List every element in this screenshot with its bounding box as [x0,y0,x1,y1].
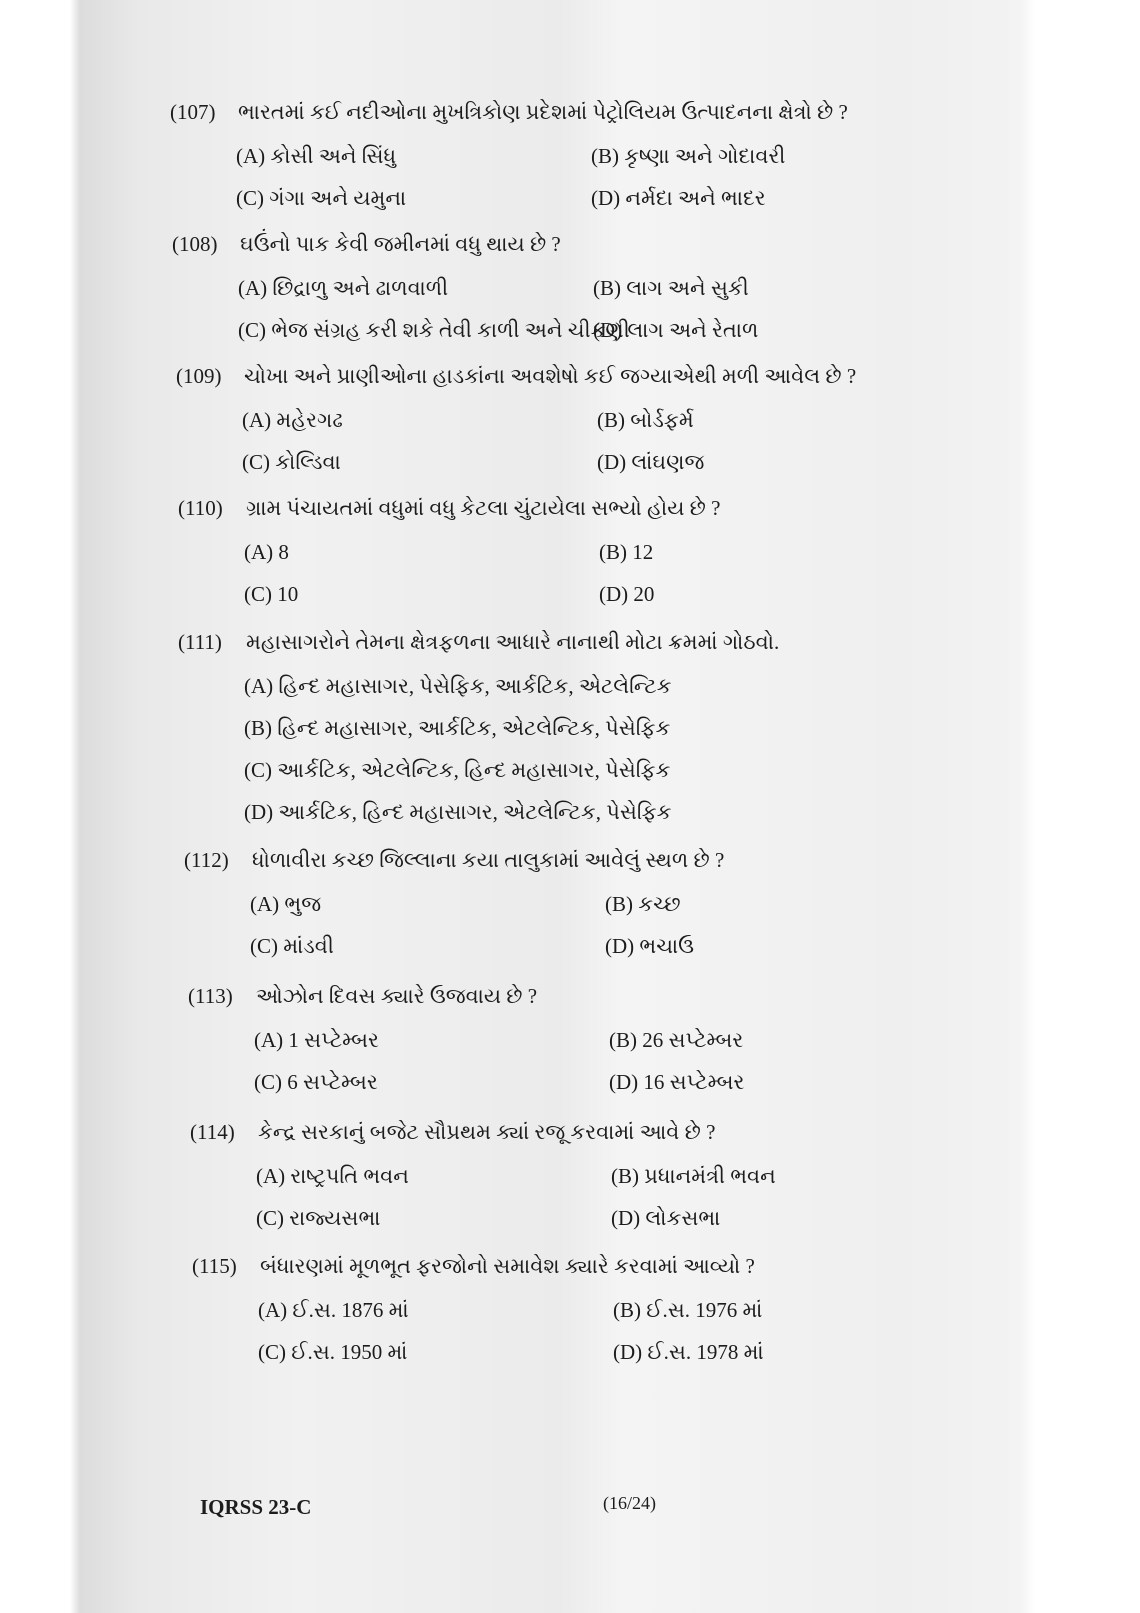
option: (C) 6 સપ્ટેમ્બર [254,1069,378,1094]
option: (D) ઈ.સ. 1978 માં [613,1339,764,1364]
option: (B) પ્રધાનમંત્રી ભવન [611,1163,776,1188]
option: (D) 20 [599,581,655,606]
paper-code: IQRSS 23-C [200,1495,312,1519]
option: (B) 12 [599,539,654,564]
option: (B) કૃષ્ણા અને ગોદાવરી [591,143,786,168]
option: (D) લાંઘણજ [597,449,705,474]
option: (D) લોકસભા [611,1205,721,1230]
question-115 [192,1254,764,1373]
option: (A) હિન્દ મહાસાગર, પેસેફિક, આર્કટિક, એટલેન્ટિક [244,673,672,698]
question-text: બંધારણમાં મૂળભૂત ફરજોનો સમાવેશ ક્યારે કરવામાં આવ્યો ? [260,1254,755,1278]
options [250,883,724,967]
option: (A) રાષ્ટ્રપતિ ભવન [256,1163,409,1188]
question-113 [188,984,744,1103]
question-text: ભારતમાં કઈ નદીઓના મુખત્રિકોણ પ્રદેશમાં પેટ્રોલિયમ ઉત્પાદનના ક્ષેત્રો છે ? [238,100,848,124]
option: (C) ઈ.સ. 1950 માં [258,1339,408,1364]
option: (B) બોર્ડફર્મ [597,407,694,432]
option: (B) ઈ.સ. 1976 માં [613,1297,763,1322]
question-text: ઘઉંનો પાક કેવી જમીનમાં વધુ થાય છે ? [240,232,561,256]
option: (C) 10 [244,581,299,606]
question-number: (108) [172,232,218,256]
options [244,665,779,833]
option: (A) 8 [244,539,289,564]
option: (A) કોસી અને સિંધુ [236,143,397,168]
option: (D) ભચાઉ [605,933,695,958]
question-111 [178,630,779,833]
options [236,135,848,219]
options [256,1155,776,1239]
question-108 [172,232,758,351]
option: (C) માંડવી [250,933,334,958]
options [254,1019,744,1103]
option: (C) આર્કટિક, એટલેન્ટિક, હિન્દ મહાસાગર, પેસેફિક [244,757,671,782]
option: (B) લાગ અને સુકી [593,275,749,300]
option: (D) નર્મદા અને ભાદર [591,185,766,210]
option: (C) રાજ્યસભા [256,1205,381,1230]
options [244,531,721,615]
question-text: ગ્રામ પંચાયતમાં વધુમાં વધુ કેટલા ચુંટાયેલા સભ્યો હોય છે ? [246,496,721,520]
option: (D) લાગ અને રેતાળ [593,317,759,342]
option: (A) મહેરગઢ [242,407,343,432]
option: (B) 26 સપ્ટેમ્બર [609,1027,744,1052]
question-text: ધોળાવીરા કચ્છ જિલ્લાના કયા તાલુકામાં આવેલું સ્થળ છે ? [252,848,725,872]
option: (B) કચ્છ [605,891,681,916]
question-number: (110) [178,496,223,520]
question-text: ચોખા અને પ્રાણીઓના હાડકાંના અવશેષો કઈ જગ્યાએથી મળી આવેલ છે ? [244,364,857,388]
question-110 [178,496,721,615]
option: (A) ઈ.સ. 1876 માં [258,1297,409,1322]
question-number: (114) [190,1120,235,1144]
question-number: (115) [192,1254,237,1278]
question-number: (112) [184,848,229,872]
question-text: કેન્દ્ર સરકાનું બજેટ સૌપ્રથમ ક્યાં રજૂ કરવામાં આવે છે ? [258,1120,716,1144]
question-112 [184,848,724,967]
question-114 [190,1120,776,1239]
option: (D) આર્કટિક, હિન્દ મહાસાગર, એટલેન્ટિક, પેસેફિક [244,799,672,824]
option: (C) ભેજ સંગ્રહ કરી શકે તેવી કાળી અને ચીકણી [238,317,630,342]
question-number: (113) [188,984,233,1008]
option: (B) હિન્દ મહાસાગર, આર્કટિક, એટલેન્ટિક, પેસેફિક [244,715,671,740]
question-107 [170,100,848,219]
question-text: મહાસાગરોને તેમના ક્ષેત્રફળના આધારે નાનાથી મોટા ક્રમમાં ગોઠવો. [246,630,780,654]
question-number: (111) [178,630,222,654]
option: (A) છિદ્રાળુ અને ઢાળવાળી [238,275,449,300]
options [258,1289,764,1373]
options [242,399,856,483]
option: (C) કોલ્ડિવા [242,449,341,474]
option: (A) 1 સપ્ટેમ્બર [254,1027,379,1052]
option: (A) ભુજ [250,891,322,916]
option: (C) ગંગા અને યમુના [236,185,407,210]
options [238,267,758,351]
option: (D) 16 સપ્ટેમ્બર [609,1069,745,1094]
question-number: (107) [170,100,216,124]
question-109 [176,364,856,483]
page-number: (16/24) [603,1493,656,1513]
question-number: (109) [176,364,222,388]
question-text: ઓઝોન દિવસ ક્યારે ઉજવાય છે ? [256,984,538,1008]
